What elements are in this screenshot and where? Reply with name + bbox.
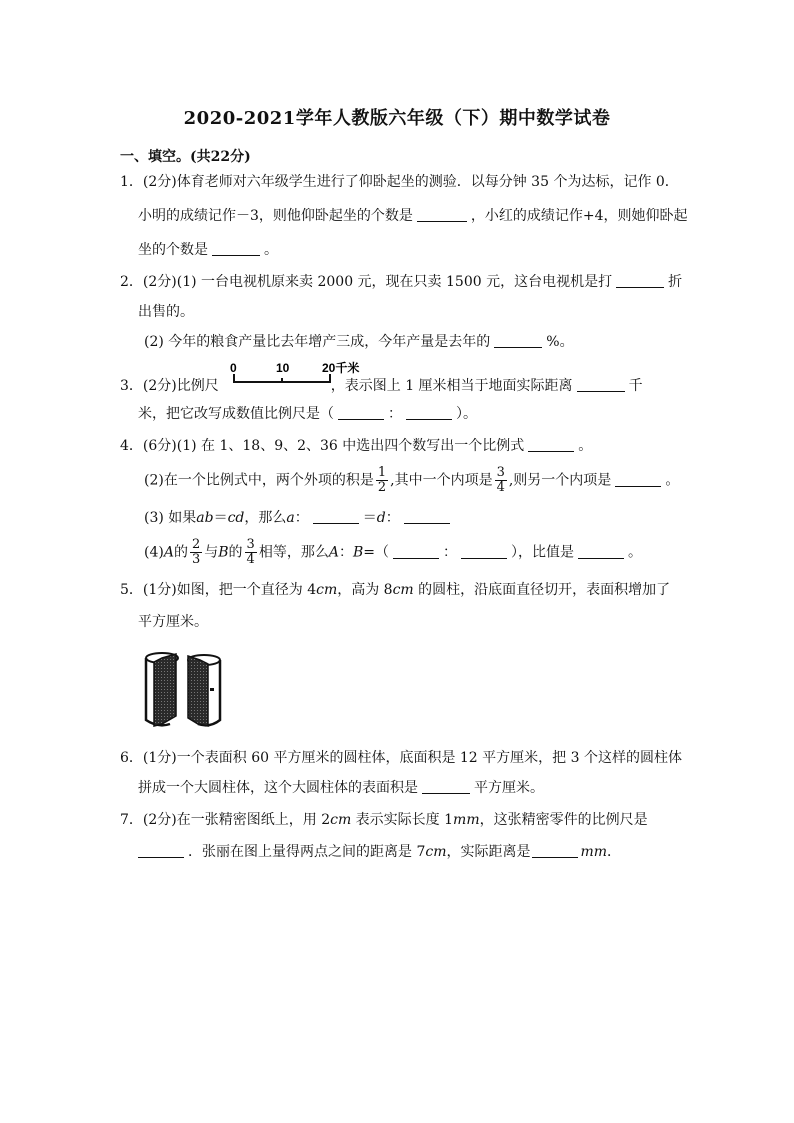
q7-line-1: [120, 810, 648, 830]
q3-text: 米，把它改写成数值比例尺是（: [138, 406, 334, 422]
q1-answer-blank-2[interactable]: [212, 241, 260, 256]
q4-text: 。: [627, 544, 642, 561]
q1-line-3: [138, 240, 278, 260]
q3-answer-blank-2[interactable]: [338, 405, 384, 420]
fraction-three-quarters: [495, 466, 507, 495]
q4-text: ，那么: [244, 510, 287, 526]
q2-line-2: 出售的。: [138, 304, 194, 320]
q7-answer-blank-1[interactable]: [138, 843, 184, 858]
var-B: B: [352, 544, 364, 561]
q1-text: ，小红的成绩记作+4，则她仰卧起: [470, 208, 688, 224]
q6-text: 拼成一个大圆柱体，这个大圆柱体的表面积是: [138, 780, 418, 796]
q4-text: ：: [338, 544, 353, 561]
q4-answer-blank-3[interactable]: [313, 509, 359, 524]
unit-cm: cm: [392, 582, 414, 598]
q4-text: ），比值是: [510, 544, 574, 561]
q2-text: (2) 今年的粮食产量比去年增产三成，今年产量是去年的: [144, 334, 491, 350]
q4-answer-blank-7[interactable]: [578, 544, 624, 559]
q5-text: 的圆柱，沿底面直径切开，表面积增加了: [413, 582, 671, 598]
fraction-numerator: 2: [191, 537, 201, 552]
fraction-denominator: 2: [377, 480, 387, 495]
var-B: B: [218, 544, 229, 561]
q7-text: ．张丽在图上量得两点之间的距离是 7: [188, 844, 426, 860]
q5-text: 5．(1分)如图，把一个直径为 4: [120, 582, 317, 598]
q2-answer-blank-2[interactable]: [494, 333, 542, 348]
q2-line-1: [120, 272, 682, 292]
var-a: a: [286, 510, 295, 526]
q3-line-1: [120, 376, 643, 396]
unit-cm: cm: [330, 812, 352, 828]
q1-text: 小明的成绩记作－3，则他仰卧起坐的个数是: [138, 208, 413, 224]
unit-mm: mm: [453, 812, 480, 828]
q3-text: ，表示图上 1 厘米相当于地面实际距离: [330, 378, 573, 394]
var-cd: cd: [227, 510, 245, 526]
q4-text: 的: [228, 544, 243, 561]
q4-text: =（: [363, 544, 389, 561]
q4-answer-blank-4[interactable]: [404, 509, 450, 524]
q2-text: 折: [668, 274, 683, 290]
q6-answer-blank-1[interactable]: [422, 779, 470, 794]
q7-text: ．: [607, 844, 622, 860]
var-A: A: [163, 544, 174, 561]
q3-answer-blank-1[interactable]: [577, 377, 625, 392]
fraction-numerator: 1: [377, 465, 387, 480]
var-d: d: [376, 510, 386, 526]
q7-line-2: [138, 842, 621, 862]
q4-text: 。: [578, 438, 593, 454]
fraction-denominator: 4: [246, 552, 255, 567]
unit-mm: mm: [580, 844, 608, 860]
q2-line-3: [144, 332, 574, 352]
q1-answer-blank-1[interactable]: [417, 207, 467, 222]
q4-answer-blank-5[interactable]: [393, 544, 439, 559]
q7-answer-blank-2[interactable]: [532, 843, 578, 858]
q4-text: 。: [665, 472, 680, 489]
q4-text: ,则另一个内项是: [508, 472, 612, 489]
fraction-denominator: 3: [191, 552, 201, 567]
var-A: A: [328, 544, 339, 561]
q4-text: ：: [294, 510, 309, 526]
page-title: 2020-2021学年人教版六年级（下）期中数学试卷: [183, 108, 611, 129]
q1-line-1: 1．(2分)体育老师对六年级学生进行了仰卧起坐的测验．以每分钟 35 个为达标，记作 0．: [120, 174, 679, 190]
q1-text: 坐的个数是: [138, 242, 208, 258]
q4-line-3: [144, 508, 454, 528]
q5-line-1: [120, 580, 670, 600]
q3-text: ：: [388, 406, 402, 422]
cut-cylinder-illustration: [140, 650, 228, 730]
scale-tick-label-10: 10: [276, 361, 290, 375]
q6-line-1: 6．(1分)一个表面积 60 平方厘米的圆柱体，底面积是 12 平方厘米，把 3 个这样的圆柱体: [120, 750, 682, 766]
q3-text: 3．(2分)比例尺: [120, 378, 219, 394]
q4-text: 4．(6分)(1) 在 1、18、9、2、36 中选出四个数写出一个比例式: [120, 438, 525, 454]
q4-text: ＝: [362, 510, 377, 526]
q6-text: 平方厘米。: [474, 780, 544, 796]
fraction-numerator: 3: [496, 465, 505, 480]
fraction-three-quarters: [245, 538, 257, 567]
q4-text: ＝: [213, 510, 228, 526]
q4-line-1: [120, 436, 592, 456]
scale-tick-label-20: 20千米: [322, 361, 360, 375]
cylinder-mark: [210, 688, 214, 691]
q5-text: ，高为 8: [337, 582, 393, 598]
q3-text: ）。: [456, 406, 477, 422]
unit-cm: cm: [425, 844, 447, 860]
q2-text: 2．(2分)(1) 一台电视机原来卖 2000 元，现在只卖 1500 元，这台电视机是打: [120, 274, 613, 290]
q5-line-2: 平方厘米。: [138, 614, 208, 630]
q4-answer-blank-6[interactable]: [461, 544, 507, 559]
fraction-numerator: 3: [246, 537, 255, 552]
q4-text: (2)在一个比例式中，两个外项的积是: [144, 472, 374, 489]
q6-line-2: [138, 778, 544, 798]
q2-text: %。: [546, 334, 574, 350]
q4-text: ,其中一个内项是: [390, 472, 493, 489]
q4-answer-blank-2[interactable]: [615, 472, 661, 487]
q4-line-2: [144, 466, 679, 495]
q4-text: (3) 如果: [144, 510, 197, 526]
fraction-one-half: [376, 466, 388, 495]
q4-text: ：: [385, 510, 400, 526]
q4-text: ：: [442, 544, 457, 561]
q1-line-2: [138, 206, 688, 226]
q4-line-4: [144, 538, 642, 567]
fraction-two-thirds: [190, 538, 202, 567]
section-heading: 一、填空。(共22分): [120, 149, 251, 165]
unit-cm: cm: [316, 582, 338, 598]
right-cut-face: [188, 656, 208, 726]
q4-text: 相等，那么: [258, 544, 329, 561]
q4-text: (4): [144, 544, 164, 561]
var-ab: ab: [196, 510, 214, 526]
q1-text: 。: [264, 242, 278, 258]
q3-answer-blank-3[interactable]: [406, 405, 452, 420]
q7-text: ，这张精密零件的比例尺是: [479, 812, 648, 828]
left-cut-face: [154, 654, 176, 726]
q3-line-2: [138, 404, 477, 424]
q2-answer-blank-1[interactable]: [616, 273, 664, 288]
q3-text: 千: [628, 378, 643, 394]
q4-answer-blank-1[interactable]: [528, 437, 574, 452]
q7-text: 7．(2分)在一张精密图纸上，用 2: [120, 812, 331, 828]
q4-text: 与: [204, 544, 219, 561]
q4-text: 的: [173, 544, 188, 561]
q7-text: 表示实际长度 1: [351, 812, 454, 828]
fraction-denominator: 4: [496, 480, 505, 495]
q7-text: ，实际距离是: [446, 844, 531, 860]
scale-tick-label-0: 0: [230, 361, 237, 375]
